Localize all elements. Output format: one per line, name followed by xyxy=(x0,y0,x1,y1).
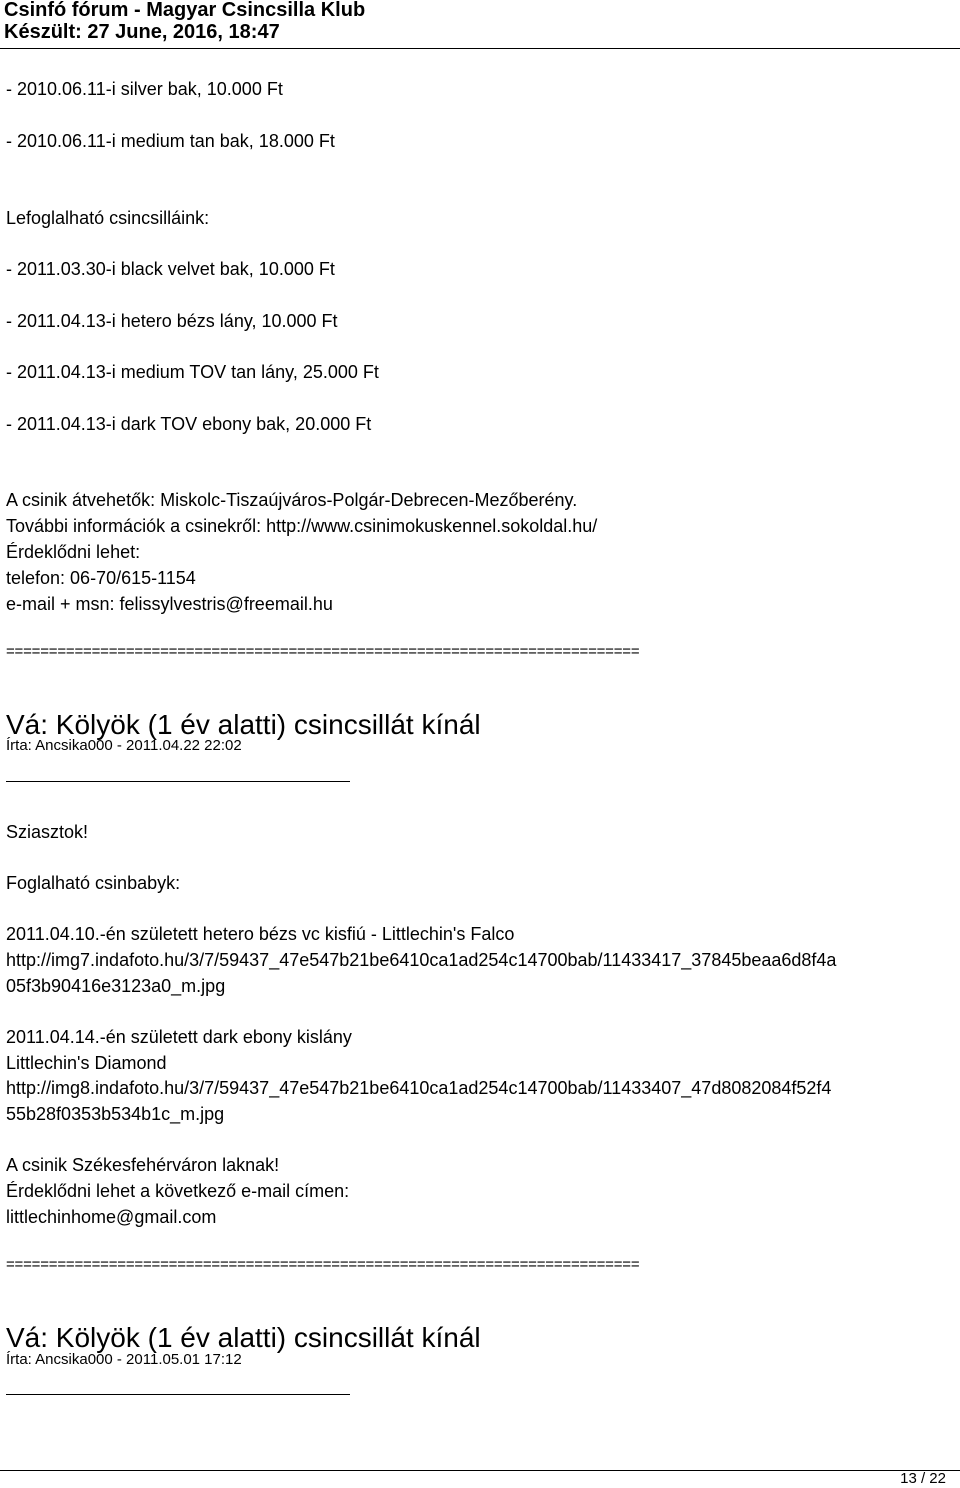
baby-1-photo-link-cont[interactable]: 05f3b90416e3123a0_m.jpg xyxy=(6,976,226,996)
contact-intro: Érdeklődni lehet a következő e-mail címen: xyxy=(6,1181,350,1201)
email-address[interactable]: e-mail + msn: felissylvestris@freemail.hu xyxy=(6,594,333,614)
post-meta: Írta: Ancsika000 - 2011.04.22 22:02 xyxy=(6,737,242,754)
list-item: - 2011.04.13-i hetero bézs lány, 10.000 Ft xyxy=(6,311,338,331)
contact-email[interactable]: littlechinhome@gmail.com xyxy=(6,1207,217,1227)
greeting: Sziasztok! xyxy=(6,822,89,842)
list-item: - 2011.04.13-i medium TOV tan lány, 25.000 Ft xyxy=(6,362,379,382)
baby-2-name: Littlechin's Diamond xyxy=(6,1053,167,1073)
baby-1-description: 2011.04.10.-én született hetero bézs vc kisfiú - Littlechin's Falco xyxy=(6,924,515,944)
post-title: Vá: Kölyök (1 év alatti) csincsillát kínál xyxy=(6,709,481,740)
post-title: Vá: Kölyök (1 év alatti) csincsillát kínál xyxy=(6,1322,481,1353)
phone-number: telefon: 06-70/615-1154 xyxy=(6,568,196,588)
list-item: - 2010.06.11-i medium tan bak, 18.000 Ft xyxy=(6,131,335,151)
separator-line: ========================================================================== xyxy=(6,1256,640,1273)
list-item: - 2011.04.13-i dark TOV ebony bak, 20.000 Ft xyxy=(6,414,372,434)
babies-heading: Foglalható csinbabyk: xyxy=(6,873,181,893)
post-divider xyxy=(6,1394,350,1395)
post-divider xyxy=(6,781,350,782)
baby-1-photo-link[interactable]: http://img7.indafoto.hu/3/7/59437_47e547b21be6410ca1ad254c14700bab/11433417_37845beaa6d8f4a xyxy=(6,950,837,970)
post-meta: Írta: Ancsika000 - 2011.05.01 17:12 xyxy=(6,1351,242,1368)
section-heading: Lefoglalható csincsilláink: xyxy=(6,208,210,228)
separator-line: ========================================================================== xyxy=(6,643,640,660)
list-item: - 2010.06.11-i silver bak, 10.000 Ft xyxy=(6,79,283,99)
page-number: 13 / 22 xyxy=(900,1470,946,1487)
location-note: A csinik Székesfehérváron laknak! xyxy=(6,1155,280,1175)
header-divider xyxy=(0,48,960,49)
baby-2-photo-link-cont[interactable]: 55b28f0353b534b1c_m.jpg xyxy=(6,1104,225,1124)
more-info-link[interactable]: További információk a csinekről: http://www.csinimokuskennel.sokoldal.hu/ xyxy=(6,516,598,536)
baby-2-description: 2011.04.14.-én született dark ebony kislány xyxy=(6,1027,352,1047)
footer-divider xyxy=(0,1470,960,1471)
baby-2-photo-link[interactable]: http://img8.indafoto.hu/3/7/59437_47e547b21be6410ca1ad254c14700bab/11433407_47d8082084f52f4 xyxy=(6,1078,832,1098)
forum-title: Csinfó fórum - Magyar Csincsilla Klub xyxy=(4,0,366,21)
created-date: Készült: 27 June, 2016, 18:47 xyxy=(4,21,280,43)
pickup-locations: A csinik átvehetők: Miskolc-Tiszaújváros-Polgár-Debrecen-Mezőberény. xyxy=(6,490,578,510)
inquire-label: Érdeklődni lehet: xyxy=(6,542,141,562)
list-item: - 2011.03.30-i black velvet bak, 10.000 Ft xyxy=(6,259,335,279)
